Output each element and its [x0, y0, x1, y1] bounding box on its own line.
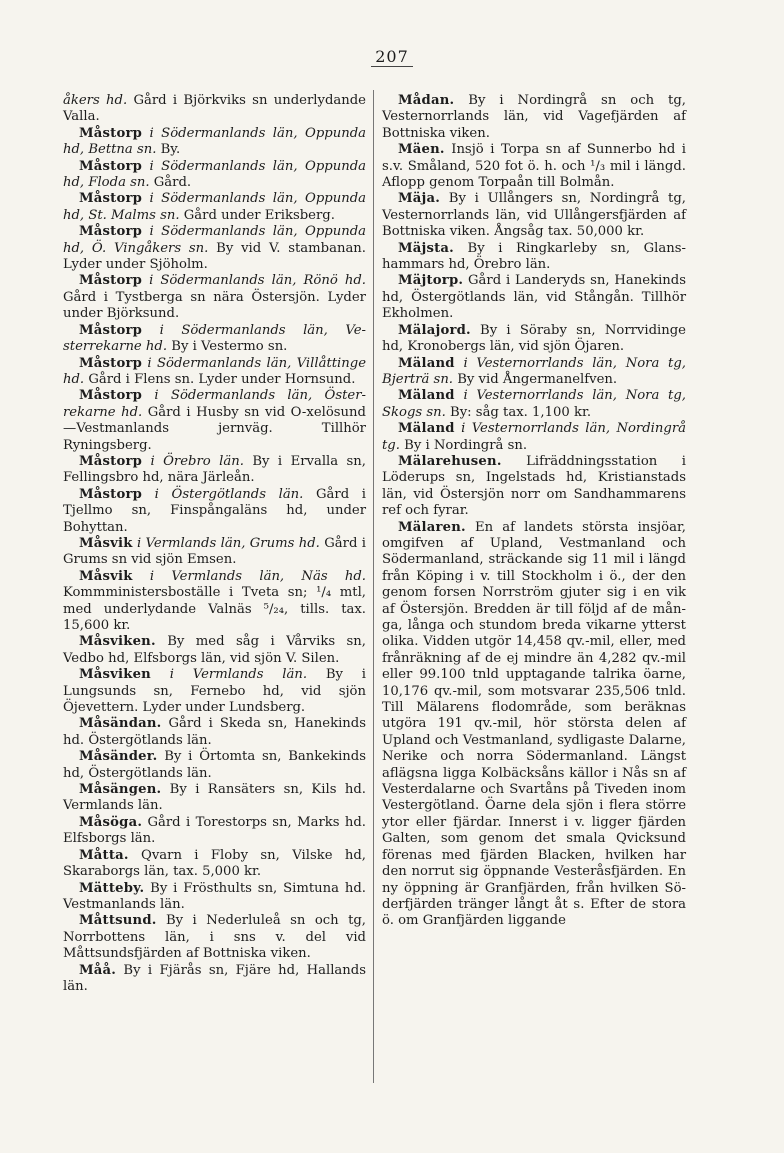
- dictionary-entry: [63, 356, 366, 389]
- dictionary-entry: [63, 487, 366, 536]
- entry-headword: Mälarehusen.: [398, 453, 502, 469]
- entry-text: Gård i Grums sn vid sjön Emsen.: [63, 535, 367, 568]
- entry-headword: Måå.: [79, 962, 117, 978]
- entry-headword: Mäland: [398, 388, 455, 404]
- entry-headword: Måstorp: [79, 224, 143, 240]
- entry-location: i Vesternorrlands län, Nordingrå tg.: [382, 421, 686, 453]
- entry-text: By.: [156, 142, 181, 158]
- entry-text: By i Söraby sn, Norrvidinge hd, Kronobergs län, vid sjön Öjaren.: [382, 322, 686, 355]
- dictionary-entry: [382, 520, 686, 930]
- column-divider: [373, 90, 374, 1083]
- entry-text: Kommministersboställe i Tveta sn; ¹/₄ mtl, med underlydande Valnäs ⁵/₂₄, tills. tax. 15,600 kr.: [63, 585, 366, 633]
- dictionary-entry: [63, 716, 366, 749]
- entry-location: i Södermanlands län, Österrekarne hd.: [63, 388, 366, 420]
- entry-text: Gård i Tystberga sn nära Östersjön. Lyder under Björksund.: [63, 289, 366, 322]
- dictionary-entry: [63, 913, 366, 962]
- entry-headword: Mäjsta.: [398, 240, 454, 256]
- entry-text: Gård i Björkviks sn underlydande Valla.: [63, 93, 366, 125]
- dictionary-entry: [63, 159, 366, 192]
- entry-text: By i Ervalla sn, Fellingsbro hd, nära Järleån.: [63, 453, 366, 486]
- dictionary-entry: [63, 388, 366, 454]
- entry-text: Insjö i Torpa sn af Sunnerbo hd i s.v. Småland, 520 fot ö. h. och ¹/₃ mil i längd. Aflopp genom Torpaån till Bolmån.: [382, 142, 686, 191]
- dictionary-entry: [63, 963, 366, 996]
- entry-location: i Södermanlands län, Oppunda hd, Bettna sn.: [63, 125, 366, 158]
- dictionary-entry: [63, 667, 366, 716]
- entry-headword: Mälaren.: [398, 519, 466, 535]
- entry-headword: Måstorp: [79, 273, 143, 289]
- page-number: 207: [0, 47, 784, 66]
- dictionary-entry: [382, 356, 686, 389]
- entry-text: By i Ringkarleby sn, Glanshammars hd, Örebro län.: [382, 240, 686, 273]
- entry-location: i Östergötlands län.: [142, 486, 304, 502]
- dictionary-entry: [382, 241, 686, 274]
- entry-headword: Måstorp: [79, 125, 143, 141]
- entry-headword: Mäen.: [398, 142, 445, 158]
- entry-headword: Måtta.: [79, 847, 129, 863]
- left-column: [63, 93, 366, 995]
- entry-headword: Måsänder.: [79, 749, 158, 765]
- entry-headword: Mäland: [398, 421, 455, 437]
- entry-headword: Måstorp: [79, 322, 143, 338]
- entry-text: Gård i Landeryds sn, Hanekinds hd, Östergötlands län, vid Stångån. Tillhör Ekholmen.: [382, 273, 686, 322]
- dictionary-entry: [63, 569, 366, 635]
- entry-text: Qvarn i Floby sn, Vilske hd, Skaraborgs län, tax. 5,000 kr.: [63, 847, 366, 880]
- entry-text: By i Örtomta sn, Bankekinds hd, Östergötlands län.: [63, 749, 366, 781]
- dictionary-entry: [382, 93, 686, 142]
- entry-location: i Vermlands län, Grums hd.: [132, 535, 320, 551]
- entry-text: Gård i Torestorps sn, Marks hd. Elfsborgs län.: [63, 814, 366, 847]
- entry-text: Gård i Skeda sn, Hanekinds hd. Östergötlands län.: [63, 716, 366, 748]
- entry-text: By i Fjärås sn, Fjäre hd, Hallands län.: [63, 962, 366, 994]
- entry-headword: Måsängen.: [79, 782, 162, 798]
- entry-headword: Mälajord.: [398, 322, 471, 338]
- entry-location: i Vermlands län, Näs hd.: [132, 568, 366, 584]
- entry-text: By i Ransäters sn, Kils hd. Vermlands län.: [63, 782, 366, 814]
- entry-headword: Måsviken: [79, 667, 151, 683]
- entry-text: Lifräddningsstation i Löderups sn, Ingelstads hd, Kristianstads län, vid Östersjön norr om Sandhammarens ref och fyrar.: [382, 453, 686, 519]
- entry-text: Gård i Husby sn vid O-xelösund—Vestmanlands jernväg. Tillhör Ryningsberg.: [63, 404, 366, 453]
- entry-text: By med såg i Vårviks sn, Vedbo hd, Elfsborgs län, vid sjön V. Silen.: [63, 634, 366, 666]
- entry-headword: Måstorp: [79, 191, 143, 207]
- entry-text: By i Lungsunds sn, Fernebo hd, vid sjön Öjevettern. Lyder under Lundsberg.: [63, 667, 366, 716]
- entry-headword: Måsöga.: [79, 814, 143, 830]
- dictionary-entry: [63, 782, 366, 815]
- entry-text: Gård i Flens sn. Lyder under Hornsund.: [84, 371, 356, 387]
- entry-text: By i Vestermo sn.: [167, 339, 288, 355]
- entry-headword: Måstorp: [79, 388, 143, 404]
- entry-headword: Måsvik: [79, 535, 133, 551]
- entry-text: By i Nederluleå sn och tg, Norrbottens län, i sns v. del vid Måttsundsfjärden af Bottniska viken.: [63, 913, 366, 962]
- entry-headword: Mäland: [398, 355, 455, 371]
- dictionary-entry: [382, 142, 686, 191]
- dictionary-entry: [63, 634, 366, 667]
- dictionary-entry: [63, 848, 366, 881]
- entry-text: Gård.: [149, 175, 192, 191]
- entry-text: Gård under Eriksberg.: [179, 207, 335, 223]
- dictionary-entry: [382, 191, 686, 240]
- entry-headword: Mådan.: [398, 93, 455, 108]
- entry-location: i Södermanlands län, Rönö hd.: [142, 273, 366, 289]
- entry-location: i Södermanlands län, Villåttinge hd.: [63, 355, 366, 387]
- dictionary-entry: [63, 881, 366, 914]
- dictionary-entry: [382, 323, 686, 356]
- entry-location: i Örebro län.: [142, 453, 244, 469]
- entry-text: En af landets största insjöar, omgifven af Upland, Vestmanland och Södermanland, sträckande sig 11 mil i längd från Köping i v. till Stockholm i ö., der den genom forsen Norrström gjuter sig i en vik af Östersjön. Bredden är till följd af de många, långa och stundom breda vikarne ytterst olika. Vidden utgör 14,458 qv.-mil, eller, med frånräkning af de ej mindre än 4,282 qv.-mil eller 99.100 tnld upptagande talrika öarne, 10,176 qv.-mil, som motsvarar 235,506 tnld. Till Mälarens flodområde, som beräknas utgöra 191 qv.-mil, hör största delen af Upland och Vestmanland, sydligaste Dalarne, Nerike och norra Södermanland. Längst aflägsna ligga Kolbäcksåns källor i Nås sn af Vesterdalarne och Svartåns på Tiveden inom Vestergötland. Öarne dela sjön i flera större ytor eller fjärdar. Innerst i v. ligger fjärden Galten, som genom det smala Qvicksund förenas med fjärden Blacken, hvilken har den norrut sig öppnande Vesteråsfjärden. En ny öppning är Granfjärden, från hvilken Söderfjärden tränger långt åt s. Efter de stora ö. om Granfjärden liggande: [382, 519, 686, 929]
- dictionary-entry: [382, 454, 686, 520]
- dictionary-entry: [382, 273, 686, 322]
- entry-headword: Måsvik: [79, 568, 133, 584]
- entry-headword: Måsviken.: [79, 634, 156, 650]
- entry-location: i Södermanlands län, Oppunda hd, Floda sn.: [63, 158, 366, 191]
- entry-text: Gård i Tjellmo sn, Finspångaläns hd, under Bohyttan.: [63, 486, 367, 535]
- dictionary-entry: [63, 815, 366, 848]
- entry-headword: Måttsund.: [79, 913, 157, 929]
- entry-location: i Södermanlands län, Vesterrekarne hd.: [63, 322, 366, 355]
- entry-text: By i Frösthults sn, Simtuna hd. Vestmanlands län.: [63, 880, 366, 912]
- dictionary-entry: [382, 388, 686, 421]
- dictionary-entry: [63, 749, 366, 782]
- right-column: [382, 93, 686, 930]
- dictionary-entry: [63, 323, 366, 356]
- entry-headword: Måstorp: [79, 158, 143, 174]
- entry-headword: Mäjtorp.: [398, 273, 464, 289]
- entry-location: i Vesternorrlands län, Nora tg, Skogs sn.: [382, 388, 686, 420]
- entry-text: By vid Ångermanelfven.: [453, 371, 618, 387]
- entry-text: By: såg tax. 1,100 kr.: [445, 404, 592, 420]
- entry-headword: Mätteby.: [79, 880, 145, 896]
- entry-location: åkers hd.: [63, 93, 128, 108]
- dictionary-entry: [63, 273, 366, 322]
- entry-headword: Måstorp: [79, 453, 143, 469]
- dictionary-entry: [63, 191, 366, 224]
- entry-location: i Södermanlands län, Oppunda hd, St. Malms sn.: [63, 191, 366, 223]
- dictionary-entry: [63, 454, 366, 487]
- entry-headword: Måstorp: [79, 486, 143, 502]
- entry-location: i Södermanlands län, Oppunda hd, Ö. Vingåkers sn.: [63, 224, 366, 256]
- entry-headword: Måsändan.: [79, 716, 162, 732]
- entry-location: i Vesternorrlands län, Nora tg, Bjerträ sn.: [382, 355, 686, 387]
- dictionary-entry: [63, 126, 366, 159]
- entry-location: i Vermlands län.: [150, 667, 308, 683]
- entry-headword: Måstorp: [79, 355, 143, 371]
- entry-text: By i Nordingrå sn.: [399, 437, 528, 453]
- entry-headword: Mäja.: [398, 191, 441, 207]
- dictionary-entry: [63, 224, 366, 273]
- entry-text: By vid V. stambanan. Lyder under Sjöholm.: [63, 240, 366, 273]
- entry-text: By i Nordingrå sn och tg, Vesternorrlands län, vid Vagefjärden af Bottniska viken.: [382, 93, 686, 141]
- dictionary-entry: [382, 421, 686, 454]
- entry-text: By i Ullångers sn, Nordingrå tg, Vesternorrlands län, vid Ullångersfjärden af Bottniska viken. Ångsåg tax. 50,000 kr.: [382, 191, 686, 240]
- dictionary-entry: [63, 93, 366, 126]
- dictionary-entry: [63, 536, 366, 569]
